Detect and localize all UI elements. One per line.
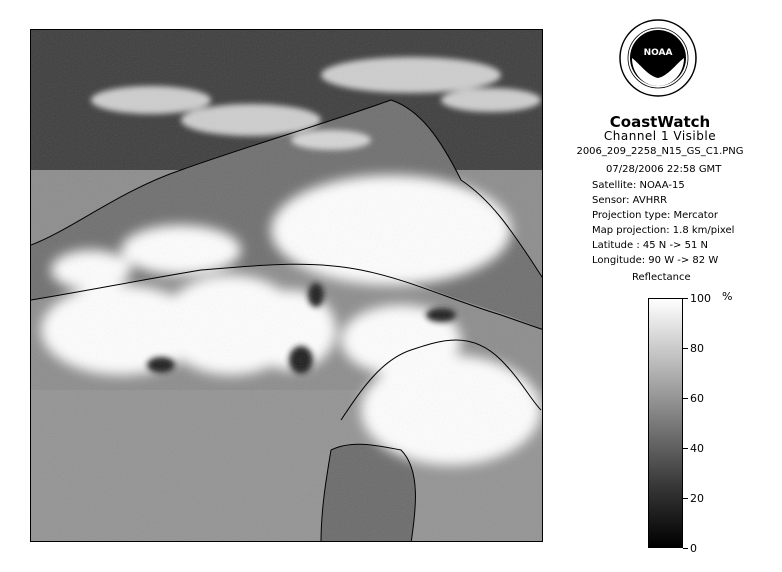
colorbar-title: Reflectance xyxy=(632,272,691,283)
colorbar-tick-label: 80 xyxy=(690,342,704,355)
sensor-label: Sensor: AVHRR xyxy=(592,195,668,206)
colorbar-tick xyxy=(683,398,688,399)
colorbar-tick-label: 40 xyxy=(690,442,704,455)
colorbar-tick-label: 60 xyxy=(690,392,704,405)
logo-text: NOAA xyxy=(643,48,673,58)
colorbar-tick xyxy=(683,448,688,449)
reflectance-colorbar xyxy=(648,298,683,548)
channel-label: Channel 1 Visible xyxy=(603,129,717,143)
colorbar-tick-label: 0 xyxy=(690,542,697,555)
projection-label: Projection type: Mercator xyxy=(592,210,718,221)
map-projection-label: Map projection: 1.8 km/pixel xyxy=(592,225,735,236)
satellite-label: Satellite: NOAA-15 xyxy=(592,180,685,191)
colorbar-tick xyxy=(683,348,688,349)
longitude-label: Longitude: 90 W -> 82 W xyxy=(592,255,719,266)
colorbar-unit: % xyxy=(722,290,733,303)
latitude-label: Latitude : 45 N -> 51 N xyxy=(592,240,708,251)
filename-label: 2006_209_2258_N15_GS_C1.PNG xyxy=(576,146,744,157)
colorbar-tick xyxy=(683,498,688,499)
colorbar-tick-label: 20 xyxy=(690,492,704,505)
colorbar-tick xyxy=(683,548,688,549)
noaa-logo-icon xyxy=(618,18,698,98)
brand-title: CoastWatch xyxy=(609,113,711,131)
satellite-image xyxy=(30,29,543,542)
colorbar-tick-label: 100 xyxy=(690,292,711,305)
datetime-label: 07/28/2006 22:58 GMT xyxy=(606,164,722,175)
colorbar-tick xyxy=(683,298,688,299)
